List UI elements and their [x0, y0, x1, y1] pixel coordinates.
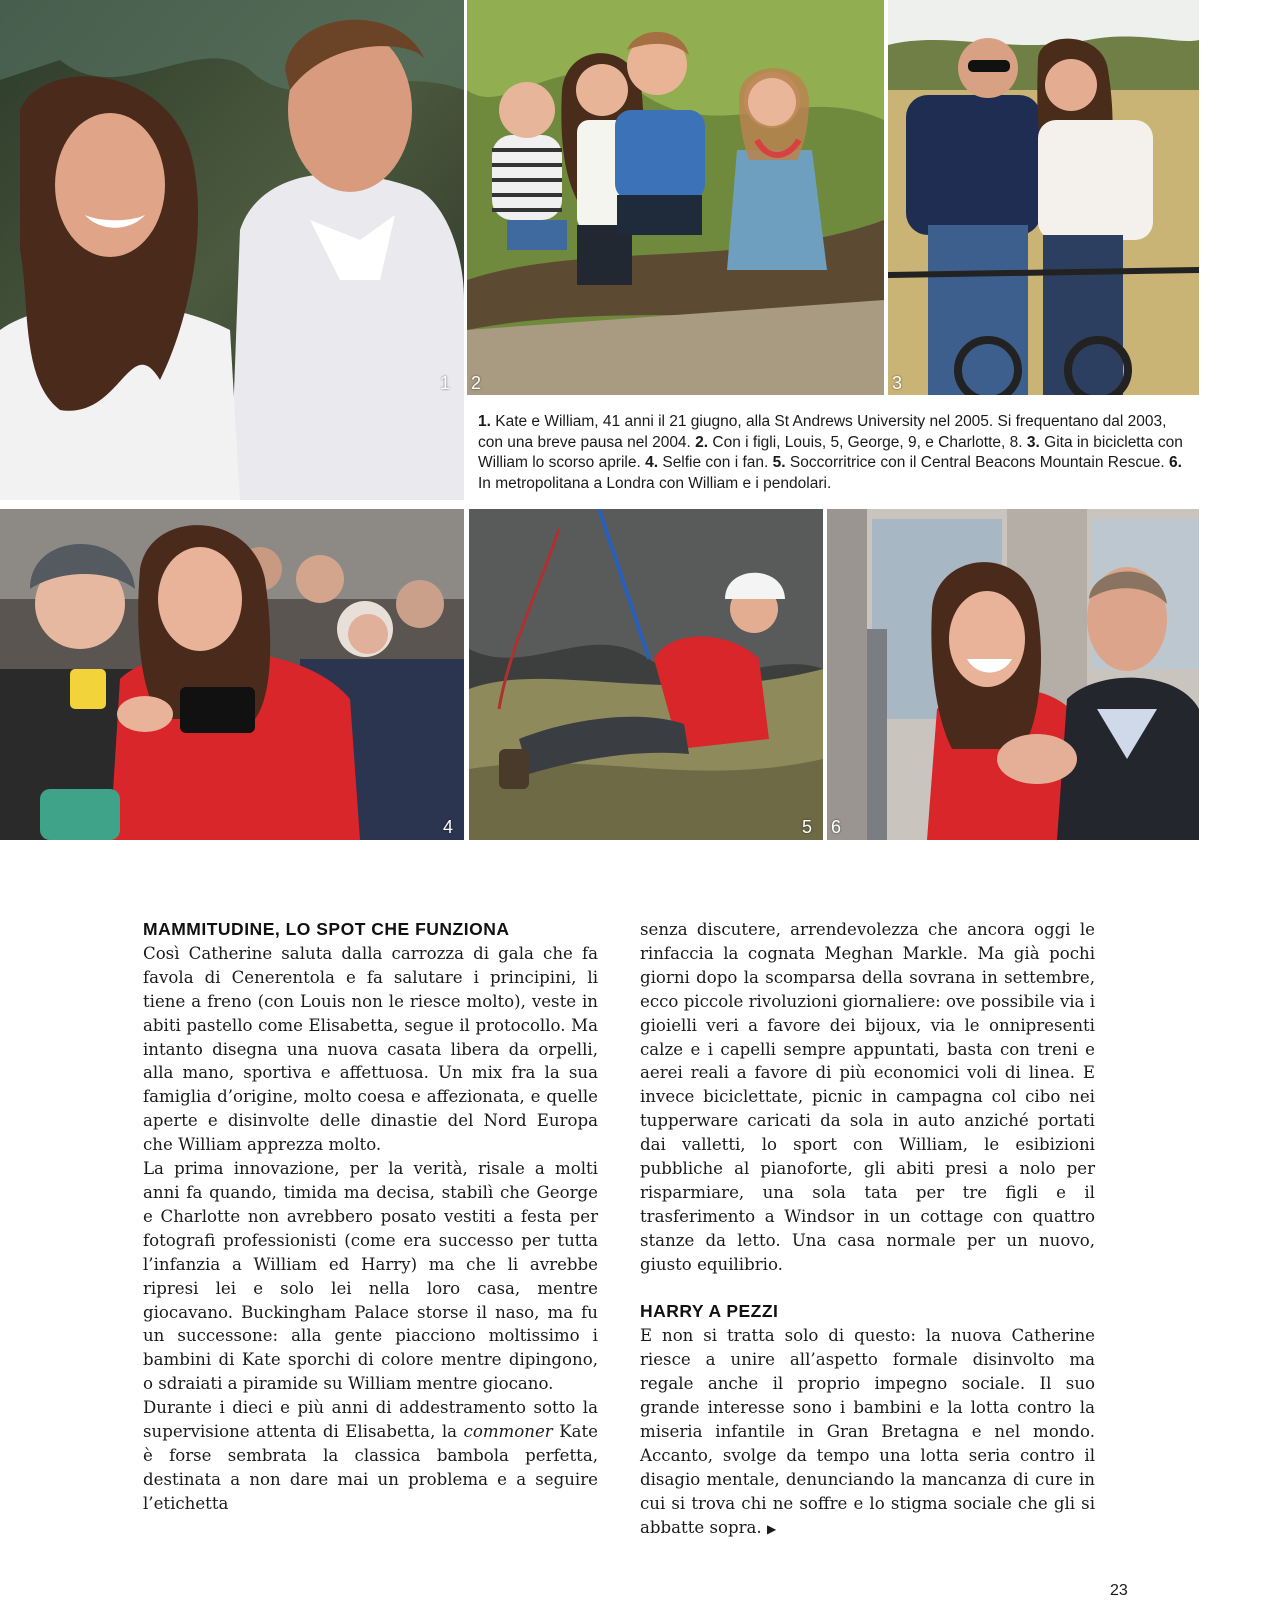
article-paragraph: La prima innovazione, per la verità, risale a molti anni fa quando, timida ma decisa, stabilì che George e Charlotte non avrebbero posato vestiti a festa per fotografi professionisti (come era successo per tutta l’infanzia a William ed Harry) ma che li avrebbe ripresi lei e solo lei nella loro casa, mentre giocavano. Buckingham Palace storse il naso, ma fu un successone: alla gente piacciono moltissimo i bambini di Kate sporchi di colore mentre dipingono, o sdraiati a piramide su William mentre giocano. — [143, 1159, 598, 1394]
section-spacer — [640, 1277, 1095, 1301]
photo-6-image — [827, 509, 1199, 840]
caption-text-4: Selfie con i fan. — [658, 454, 773, 471]
article-text: Durante i dieci e più anni di addestramento sotto la supervisione attenta di Elisabetta, la — [143, 1398, 598, 1442]
photo-2 — [467, 0, 884, 395]
photo-3 — [888, 0, 1199, 395]
caption-num-4: 4. — [645, 454, 659, 471]
photo-5 — [469, 509, 823, 840]
section-heading-harry: HARRY A PEZZI — [640, 1301, 779, 1322]
photo-2-image — [467, 0, 884, 395]
section-heading-mammitudine: MAMMITUDINE, LO SPOT CHE FUNZIONA — [143, 919, 510, 939]
photo-2-number: 2 — [471, 373, 482, 393]
caption-num-3: 3. — [1026, 433, 1040, 451]
photo-3-number: 3 — [892, 373, 903, 393]
caption-text-6: In metropolitana a Londra con William e i pendolari. — [478, 474, 832, 492]
caption-num-2: 2. — [695, 433, 709, 451]
photo-caption — [478, 412, 1193, 494]
article-text: Kate è forse sembrata la classica bambola perfetta, destinata a non dare mai un problema e a seguire l’etichetta — [143, 1422, 598, 1513]
end-mark-icon: ▶ — [766, 1521, 777, 1536]
caption-num-6: 6. — [1168, 454, 1182, 471]
article-column-1 — [143, 918, 598, 1516]
photo-5-number: 5 — [802, 817, 813, 837]
photo-1-image — [0, 0, 464, 500]
photo-1 — [0, 0, 464, 500]
article-italic-word: commoner — [463, 1422, 553, 1442]
photo-1-number: 1 — [440, 373, 451, 393]
caption-text-3: Gita in bicicletta con William lo scorso aprile. — [478, 433, 1183, 471]
caption-text-5: Soccorritrice con il Central Beacons Mountain Rescue. — [785, 454, 1169, 471]
photo-6-number: 6 — [831, 817, 842, 837]
caption-text-2: Con i figli, Louis, 5, George, 9, e Charlotte, 8. — [708, 433, 1027, 451]
photo-6 — [827, 509, 1199, 840]
article-column-2 — [640, 918, 1095, 1542]
photo-4 — [0, 509, 464, 840]
photo-5-image — [469, 509, 823, 840]
page-number: 23 — [1110, 1582, 1128, 1599]
article-text: E non si tratta solo di questo: la nuova Catherine riesce a unire all’aspetto formale disinvolto ma regale anche il proprio impegno sociale. Il suo grande interesse sono i bambini e la lotta contro la miseria infantile in Gran Bretagna e nel mondo. Accanto, svolge da tempo una lotta seria contro il disagio mentale, denunciando la mancanza di cure in cui si trova chi ne soffre e lo stigma sociale che gli si abbatte sopra. — [640, 1326, 1095, 1537]
article-paragraph: Così Catherine saluta dalla carrozza di gala che fa favola di Cenerentola e fa salutare i principini, li tiene a freno (con Louis non le riesce molto), veste in abiti pastello come Elisabetta, segue il protocollo. Ma intanto disegna una nuova casata libera da orpelli, alla mano, sportiva e affettuosa. Un mix fra la sua famiglia d’origine, molto coesa e affezionata, e quelle aperte e disinvolte delle dinastie del Nord Europa che William apprezza molto. — [143, 943, 598, 1155]
article-paragraph: senza discutere, arrendevolezza che ancora oggi le rinfaccia la cognata Meghan Markle. Ma già pochi giorni dopo la scomparsa della sovrana in settembre, ecco piccole rivoluzioni giornaliere: ove possibile via i gioielli veri a favore dei bijoux, via le onnipresenti calze e i capelli sempre appuntati, basta con treni e aerei reali a favore di più economici voli di linea. E invece biciclettate, picnic in campagna col cibo nei tupperware caricati da sola in auto anziché portati dai valletti, lo sport con William, le esibizioni pubbliche al pianoforte, gli abiti presi a nolo per risparmiare, una sola tata per tre figli e il trasferimento a Windsor in un cottage con quattro stanze da letto. Una casa normale per un nuovo, giusto equilibrio. — [640, 920, 1095, 1274]
photo-4-image — [0, 509, 464, 840]
caption-text-1: Kate e William, 41 anni il 21 giugno, alla St Andrews University nel 2005. Si frequentano dal 2003, con una breve pausa nel 2004. — [478, 413, 1167, 451]
article-paragraph — [640, 1324, 1095, 1541]
caption-num-5: 5. — [772, 454, 786, 471]
photo-3-image — [888, 0, 1199, 395]
photo-4-number: 4 — [443, 817, 454, 837]
caption-num-1: 1. — [478, 413, 491, 430]
article-paragraph — [143, 1396, 598, 1516]
